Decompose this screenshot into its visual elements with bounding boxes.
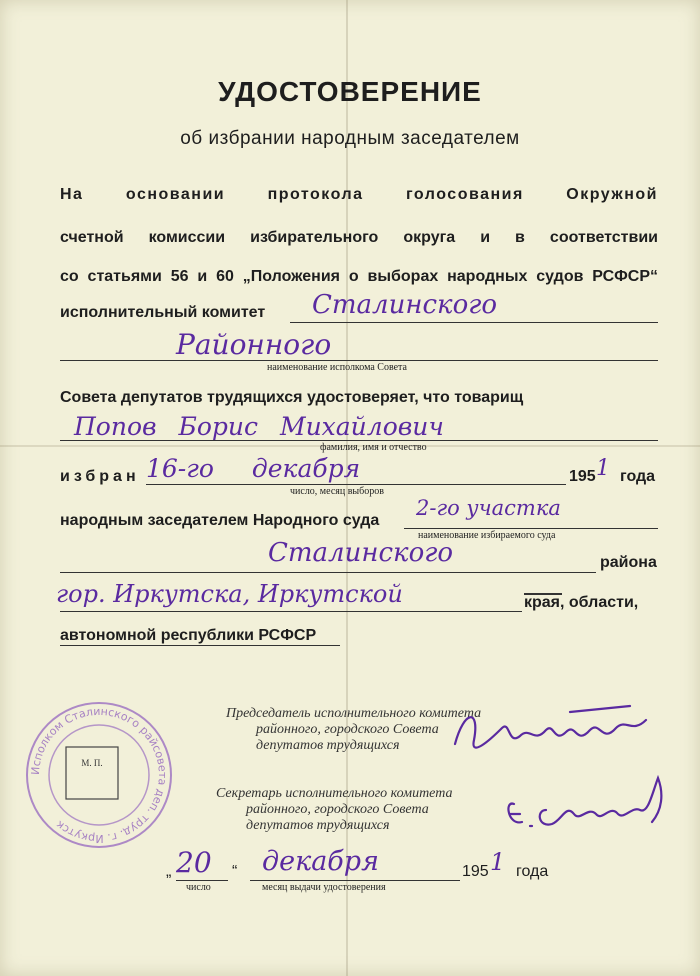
court-name-handwritten: 2-го участка: [416, 496, 561, 520]
secretary-title-line-1: Секретарь исполнительного комитета: [216, 786, 453, 801]
issue-year-suffix: года: [516, 863, 549, 880]
person-name-rule: [60, 440, 658, 441]
district-handwritten: Сталинского: [268, 538, 454, 568]
body-line-12: автономной республики РСФСР: [60, 627, 317, 644]
secretary-title-line-3: депутатов трудящихся: [246, 818, 390, 833]
republic-rule: [60, 645, 340, 646]
secretary-signature: [502, 770, 672, 840]
city-region-handwritten: гор. Иркутска, Иркутской: [56, 580, 403, 608]
committee-name-handwritten: Районного: [176, 328, 332, 361]
body-line-1: На основании протокола голосования Окружной: [60, 186, 658, 203]
election-date-rule: [146, 484, 566, 485]
district-rule: [60, 572, 596, 573]
secretary-title: [216, 786, 453, 834]
krai-struck-word: края: [524, 594, 561, 611]
issue-close-quote: “: [232, 863, 238, 880]
body-line-2: счетной комиссии избирательного округа и в соответствии: [60, 229, 658, 246]
issue-month-caption: месяц выдачи удостоверения: [262, 882, 386, 893]
court-label: народным заседателем Народного суда: [60, 512, 380, 529]
issue-month-rule: [250, 880, 460, 881]
district-label: района: [600, 554, 657, 571]
chairman-title: [226, 706, 481, 754]
stamp-ring-text: Исполком Сталинского райсовета деп. труд. г. Иркутск: [28, 704, 170, 846]
person-name-handwritten: Попов Борис Михайлович: [74, 412, 444, 441]
chairman-title-line-2: районного, городского Совета: [256, 722, 439, 737]
issue-year-prefix: 195: [462, 863, 489, 880]
issue-day-handwritten: 20: [176, 846, 212, 879]
issue-open-quote: „: [166, 863, 172, 880]
body-line-4-label: исполнительный комитет: [60, 304, 266, 321]
secretary-title-line-2: районного, городского Совета: [246, 802, 429, 817]
court-name-caption: наименование избираемого суда: [418, 530, 556, 541]
executive-committee-rule: [290, 322, 658, 323]
body-line-3: со статьями 56 и 60 „Положения о выборах народных судов РСФСР“: [60, 268, 658, 285]
court-name-rule: [404, 528, 658, 529]
document-title: УДОСТОВЕРЕНИЕ: [218, 76, 482, 107]
city-region-rule: [60, 611, 522, 612]
chairman-signature: [450, 700, 660, 770]
executive-committee-handwritten: Сталинского: [312, 290, 498, 320]
elected-label: избран: [60, 468, 140, 485]
election-date-handwritten: 16-го декабря: [146, 454, 361, 483]
chairman-title-line-1: Председатель исполнительного комитета: [226, 706, 482, 721]
document-subtitle: об избрании народным заседателем: [180, 128, 520, 149]
election-year-prefix: 195: [569, 468, 596, 485]
issue-year-digit: 1: [490, 848, 506, 876]
oblast-label: , области,: [560, 594, 639, 611]
election-year-suffix: года: [620, 468, 656, 485]
committee-name-caption: наименование исполкома Совета: [267, 362, 407, 373]
official-stamp: [24, 700, 174, 850]
issue-day-caption: число: [186, 882, 211, 893]
election-year-digit: 1: [596, 456, 610, 481]
issue-month-handwritten: декабря: [262, 846, 379, 877]
committee-name-rule: [60, 360, 658, 361]
chairman-title-line-3: депутатов трудящихся: [256, 738, 400, 753]
krai-strikethrough: [524, 593, 562, 595]
person-name-caption: фамилия, имя и отчество: [320, 442, 427, 453]
issue-day-rule: [176, 880, 228, 881]
stamp-seat-label: М. П.: [81, 758, 103, 768]
body-line-6: Совета депутатов трудящихся удостоверяет, что товарищ: [60, 389, 524, 406]
election-date-caption: число, месяц выборов: [290, 486, 384, 497]
